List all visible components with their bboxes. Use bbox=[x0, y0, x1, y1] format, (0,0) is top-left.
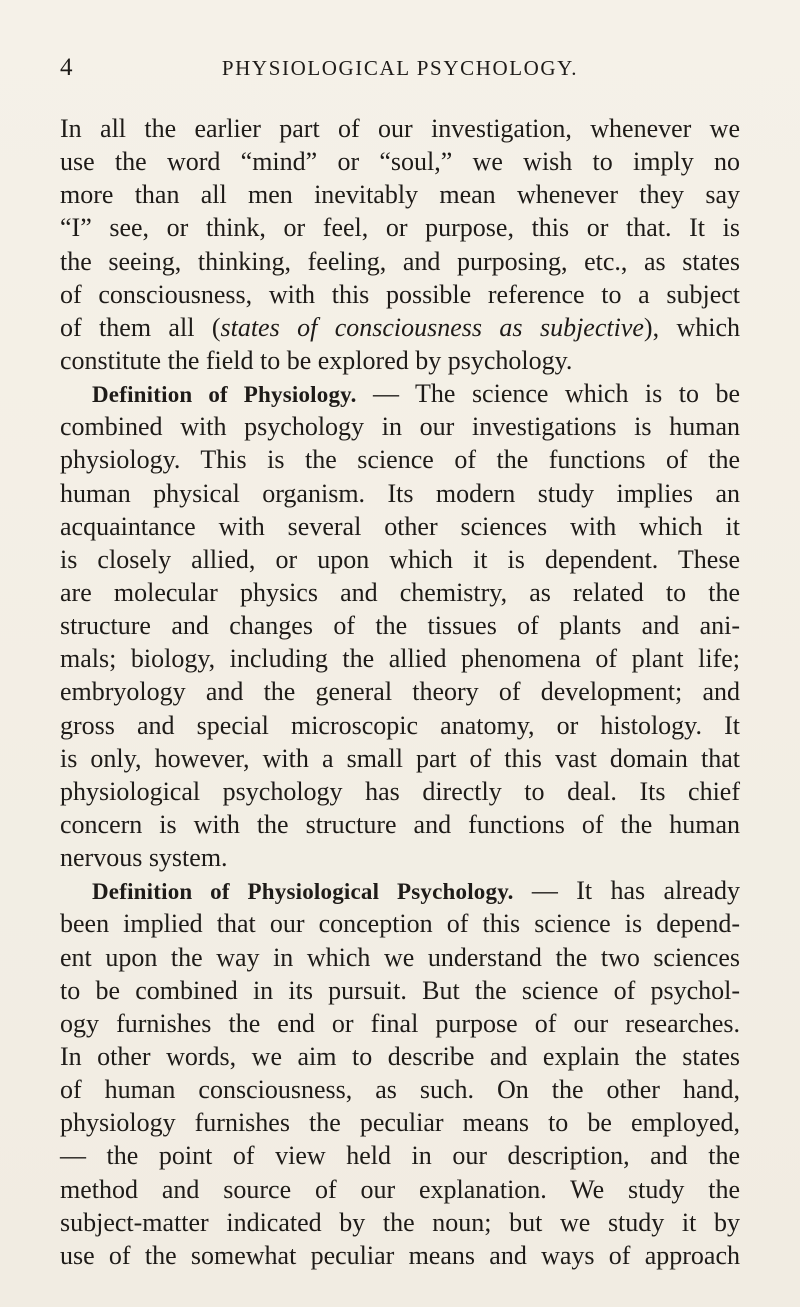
text-line: — the point of view held in our description, and the bbox=[60, 1141, 740, 1171]
text-fragment: — The science which is to be bbox=[356, 379, 740, 409]
section-heading-physiological-psychology: Definition of Physiological Psychology. bbox=[92, 879, 514, 905]
text-line: of human consciousness, as such. On the other hand, bbox=[60, 1075, 740, 1105]
text-line: ogy furnishes the end or final purpose of our researches. bbox=[60, 1008, 740, 1038]
body-text bbox=[60, 112, 740, 1272]
text-line: physiological psychology has directly to deal. Its chief bbox=[60, 776, 740, 806]
text-fragment: of them all ( bbox=[60, 312, 221, 342]
text-line bbox=[60, 311, 740, 344]
text-line: mals; biology, including the allied phenomena of plant life; bbox=[60, 644, 740, 674]
text-fragment: — It has already bbox=[513, 876, 741, 906]
text-line: acquaintance with several other sciences with which it bbox=[60, 511, 740, 541]
text-line: In all the earlier part of our investigation, whenever we bbox=[60, 114, 740, 143]
text-line: are molecular physics and chemistry, as related to the bbox=[60, 577, 740, 607]
text-line: of consciousness, with this possible reference to a subject bbox=[60, 279, 740, 309]
text-line: nervous system. bbox=[60, 843, 228, 873]
text-line: physiology furnishes the peculiar means to be employed, bbox=[60, 1108, 740, 1138]
text-line: physiology. This is the science of the functions of the bbox=[60, 445, 740, 475]
text-line: subject-matter indicated by the noun; but we study it by bbox=[60, 1207, 740, 1237]
text-line: the seeing, thinking, feeling, and purposing, etc., as states bbox=[60, 246, 740, 276]
running-head bbox=[60, 52, 740, 84]
text-line: structure and changes of the tissues of plants and ani- bbox=[60, 611, 740, 641]
text-line: been implied that our conception of this science is depend- bbox=[60, 909, 740, 939]
text-line: is closely allied, or upon which it is dependent. These bbox=[60, 544, 740, 574]
text-line: concern is with the structure and functions of the human bbox=[60, 809, 740, 839]
text-line: is only, however, with a small part of this vast domain that bbox=[60, 743, 740, 773]
text-line: use of the somewhat peculiar means and ways of approach bbox=[60, 1240, 740, 1270]
text-line: to be combined in its pursuit. But the science of psychol- bbox=[60, 975, 740, 1005]
italic-phrase: states of consciousness as subjective bbox=[220, 312, 644, 342]
text-fragment: ), which bbox=[643, 312, 740, 342]
running-title: PHYSIOLOGICAL PSYCHOLOGY. bbox=[221, 56, 579, 80]
text-line: combined with psychology in our investigations is human bbox=[60, 412, 740, 442]
text-line: embryology and the general theory of development; and bbox=[60, 677, 740, 707]
text-line: In other words, we aim to describe and explain the states bbox=[60, 1041, 740, 1071]
text-line: ent upon the way in which we understand the two sciences bbox=[60, 942, 740, 972]
text-line: gross and special microscopic anatomy, or histology. It bbox=[60, 710, 740, 740]
text-line: “I” see, or think, or feel, or purpose, this or that. It is bbox=[60, 213, 740, 243]
section-heading-physiology: Definition of Physiology. bbox=[92, 382, 357, 408]
text-line: more than all men inevitably mean whenever they say bbox=[60, 180, 740, 210]
text-line: constitute the field to be explored by psychology. bbox=[60, 345, 573, 375]
section-heading-line bbox=[60, 377, 740, 410]
text-line: human physical organism. Its modern study implies an bbox=[60, 478, 740, 508]
text-line: use the word “mind” or “soul,” we wish to imply no bbox=[60, 147, 740, 177]
page-number: 4 bbox=[60, 54, 73, 81]
text-line: method and source of our explanation. We study the bbox=[60, 1174, 740, 1204]
section-heading-line bbox=[60, 874, 740, 907]
